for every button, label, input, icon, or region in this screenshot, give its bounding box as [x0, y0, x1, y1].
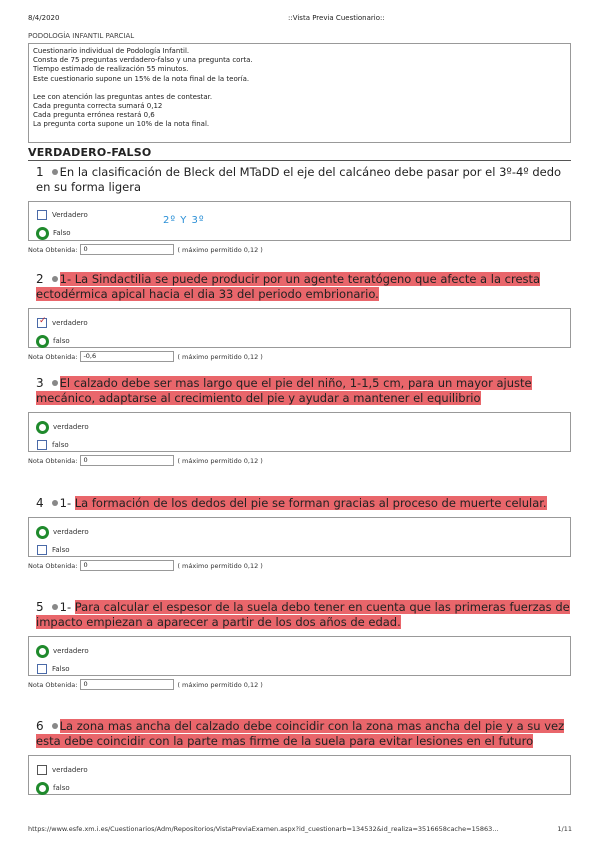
question-text	[28, 376, 573, 406]
question-number: 2	[36, 272, 44, 286]
question-number: 1	[36, 165, 44, 179]
question-6	[28, 719, 573, 795]
question-statement: La zona mas ancha del calzado debe coincidir con la zona mas ancha del pie y a su vez esta debe coincidir con la parte mas firme de la suela para evitar lesiones en el futuro	[36, 719, 565, 748]
question-statement: La formación de los dedos del pie se forman gracias al proceso de muerte celular.	[74, 496, 547, 510]
intro-line: Cada pregunta correcta sumará 0,12	[33, 102, 163, 111]
checkbox-icon[interactable]	[37, 765, 47, 775]
score-row	[28, 560, 573, 571]
answer-options	[28, 201, 571, 241]
score-row	[28, 455, 573, 466]
option-true[interactable]	[37, 314, 562, 332]
option-true[interactable]	[37, 642, 562, 660]
bullet-icon	[52, 380, 58, 386]
question-text	[28, 719, 573, 749]
question-5	[28, 600, 573, 690]
question-statement: 1- La Sindactilia se puede producir por un agente teratógeno que afecte a la cresta ectodérmica apical hacia el dia 33 del periodo embrionario.	[36, 272, 541, 301]
max-score-label: ( máximo permitido 0,12 )	[177, 680, 263, 689]
question-statement: Para calcular el espesor de la suela debo tener en cuenta que las primeras fuerzas de impacto empiezan a aparecer a partir de los dos años de edad.	[36, 600, 570, 629]
max-score-label: ( máximo permitido 0,12 )	[177, 245, 263, 254]
score-row	[28, 679, 573, 690]
option-label: Falso	[53, 229, 71, 237]
quiz-subject: PODOLOGÍA INFANTIL PARCIAL	[28, 32, 135, 40]
intro-line: La pregunta corta supone un 10% de la nota final.	[33, 120, 210, 129]
correct-answer-ring-icon[interactable]	[36, 645, 49, 658]
option-true[interactable]	[37, 206, 562, 224]
question-4	[28, 496, 573, 571]
question-number: 3	[36, 376, 44, 390]
answer-options	[28, 412, 571, 452]
answer-options	[28, 755, 571, 795]
print-date: 8/4/2020	[28, 14, 60, 22]
score-label: Nota Obtenida:	[28, 456, 78, 465]
question-prefix: 1-	[59, 600, 75, 614]
intro-line: Lee con atención las preguntas antes de contestar.	[33, 92, 213, 101]
score-input[interactable]: 0	[80, 560, 174, 571]
bullet-icon	[52, 604, 58, 610]
bullet-icon	[52, 169, 58, 175]
score-label: Nota Obtenida:	[28, 561, 78, 570]
max-score-label: ( máximo permitido 0,12 )	[177, 456, 263, 465]
intro-line: Cada pregunta errónea restará 0,6	[33, 111, 155, 120]
section-title: VERDADERO-FALSO	[28, 146, 571, 161]
option-label: verdadero	[53, 528, 89, 536]
handwritten-note: 2º Y 3º	[163, 215, 205, 226]
option-label: verdadero	[53, 647, 89, 655]
question-text	[28, 165, 573, 195]
question-3	[28, 376, 573, 466]
answer-options	[28, 636, 571, 676]
correct-answer-ring-icon[interactable]	[36, 421, 49, 434]
correct-answer-ring-icon[interactable]	[36, 335, 49, 348]
score-label: Nota Obtenida:	[28, 680, 78, 689]
option-label: falso	[53, 337, 70, 345]
answer-options	[28, 308, 571, 348]
checkbox-icon[interactable]	[37, 440, 47, 450]
question-number: 4	[36, 496, 44, 510]
score-input[interactable]: 0	[80, 679, 174, 690]
score-row	[28, 244, 573, 255]
option-true[interactable]	[37, 761, 562, 779]
bullet-icon	[52, 500, 58, 506]
intro-line: Cuestionario individual de Podología Infantil.	[33, 47, 190, 55]
correct-answer-ring-icon[interactable]	[36, 782, 49, 795]
option-false[interactable]	[37, 541, 562, 559]
score-input[interactable]: 0	[80, 455, 174, 466]
question-prefix: 1-	[59, 496, 75, 510]
correct-answer-ring-icon[interactable]	[36, 227, 49, 240]
intro-textarea[interactable]	[28, 43, 571, 143]
intro-line: Tiempo estimado de realización 55 minutos.	[33, 65, 189, 74]
question-number: 5	[36, 600, 44, 614]
option-label: Verdadero	[52, 211, 88, 219]
question-text	[28, 272, 573, 302]
option-label: falso	[52, 441, 69, 449]
checkbox-icon[interactable]	[37, 210, 47, 220]
question-statement: En la clasificación de Bleck del MTaDD el eje del calcáneo debe pasar por el 3º-4º dedo en su forma ligera	[36, 165, 562, 194]
score-input[interactable]: -0,6	[80, 351, 174, 362]
option-label: verdadero	[52, 319, 88, 327]
score-row	[28, 351, 573, 362]
answer-options	[28, 517, 571, 557]
option-true[interactable]	[37, 418, 562, 436]
option-false[interactable]	[37, 660, 562, 678]
option-label: falso	[53, 784, 70, 792]
checkbox-icon[interactable]	[37, 545, 47, 555]
option-label: Falso	[52, 546, 70, 554]
page-number: 1/11	[557, 825, 572, 833]
option-label: verdadero	[52, 766, 88, 774]
score-label: Nota Obtenida:	[28, 245, 78, 254]
question-1	[28, 165, 573, 255]
option-false[interactable]	[37, 224, 562, 242]
bullet-icon	[52, 723, 58, 729]
option-false[interactable]	[37, 779, 562, 797]
intro-line: Este cuestionario supone un 15% de la nota final de la teoría.	[33, 74, 250, 83]
option-label: Falso	[52, 665, 70, 673]
option-true[interactable]	[37, 523, 562, 541]
question-2	[28, 272, 573, 362]
option-false[interactable]	[37, 332, 562, 350]
bullet-icon	[52, 276, 58, 282]
question-number: 6	[36, 719, 44, 733]
checkmark-icon[interactable]	[37, 318, 47, 328]
print-header	[28, 14, 572, 26]
max-score-label: ( máximo permitido 0,12 )	[177, 352, 263, 361]
max-score-label: ( máximo permitido 0,12 )	[177, 561, 263, 570]
checkbox-icon[interactable]	[37, 664, 47, 674]
question-text	[28, 600, 573, 630]
intro-line: Consta de 75 preguntas verdadero-falso y una pregunta corta.	[33, 56, 253, 65]
option-false[interactable]	[37, 436, 562, 454]
print-footer	[28, 825, 572, 833]
footer-url: https://www.esfe.xm.i.es/Cuestionarios/Adm/Repositorios/VistaPreviaExamen.aspx?id_cuestionarb=134532&id_realiza=3516658cache=15863…	[28, 825, 499, 833]
print-title: ::Vista Previa Cuestionario::	[288, 14, 385, 22]
option-label: verdadero	[53, 423, 89, 431]
score-input[interactable]: 0	[80, 244, 174, 255]
intro-spacer	[33, 84, 566, 93]
question-statement: El calzado debe ser mas largo que el pie del niño, 1-1,5 cm, para un mayor ajuste mecánico, adaptarse al crecimiento del pie y ayudar a mantener el equilibrio	[36, 376, 532, 405]
correct-answer-ring-icon[interactable]	[36, 526, 49, 539]
question-text	[28, 496, 573, 511]
score-label: Nota Obtenida:	[28, 352, 78, 361]
